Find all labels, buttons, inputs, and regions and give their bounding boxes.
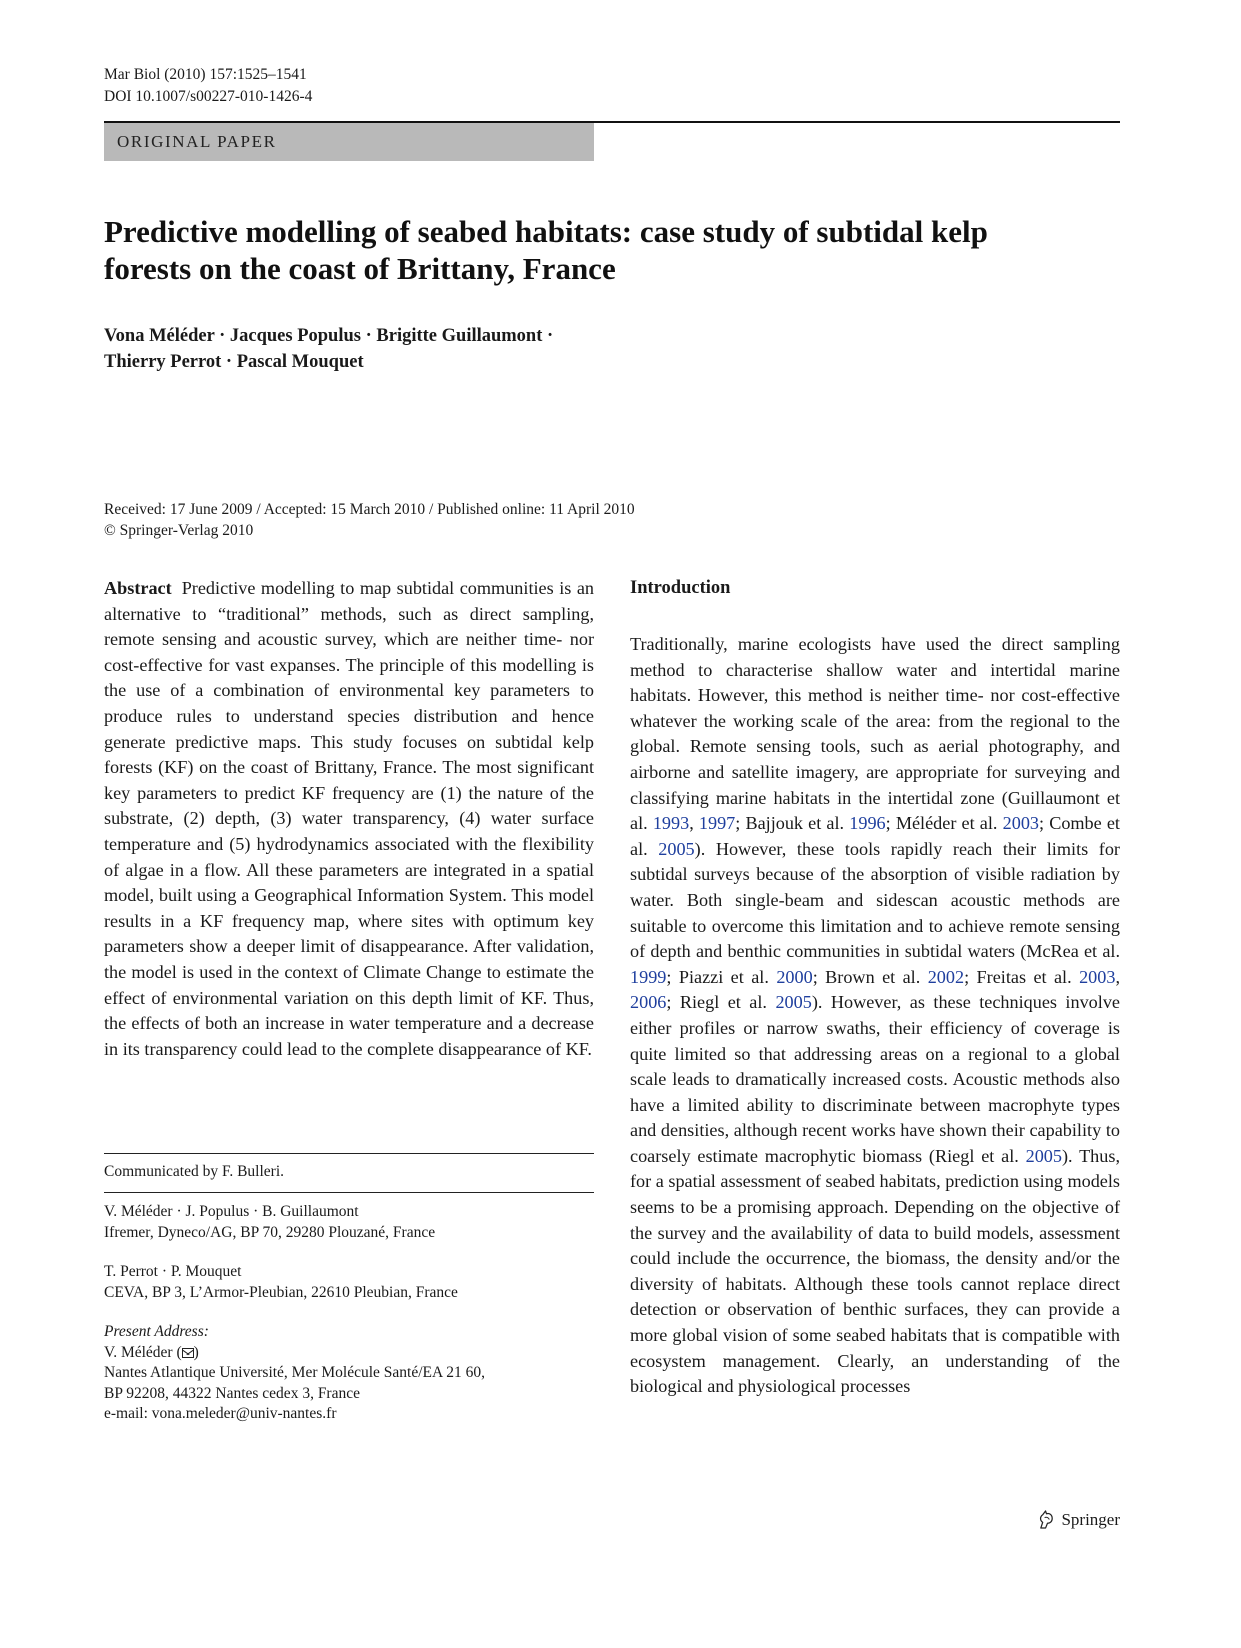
publisher-logo [1037, 1509, 1120, 1530]
envelope-icon [182, 1348, 194, 1358]
right-column [630, 576, 1120, 1400]
affiliation-2-names: T. Perrot · P. Mouquet [104, 1263, 242, 1280]
citation-link[interactable]: 2003 [1079, 966, 1116, 987]
introduction-text-run: , [689, 813, 699, 834]
introduction-text-run: ; Méléder et al. [885, 813, 1003, 834]
journal-citation: Mar Biol (2010) 157:1525–1541 [104, 66, 307, 83]
publication-dates [104, 499, 635, 541]
introduction-text [630, 632, 1120, 1400]
corresponding-author [104, 1343, 594, 1364]
article-type-banner: ORIGINAL PAPER [104, 123, 594, 161]
left-column [104, 576, 594, 1062]
affiliation-1-names: V. Méléder · J. Populus · B. Guillaumont [104, 1203, 359, 1220]
publisher-name: Springer [1061, 1509, 1120, 1529]
introduction-heading: Introduction [630, 578, 731, 598]
introduction-text-run: ; Freitas et al. [964, 966, 1080, 987]
email[interactable]: e-mail: vona.meleder@univ-nantes.fr [104, 1405, 337, 1422]
citation-link[interactable]: 1993 [652, 813, 690, 834]
author-line-2: Thierry Perrot · Pascal Mouquet [104, 352, 364, 372]
abstract-label: Abstract [104, 578, 172, 598]
citation-link[interactable]: 2003 [1002, 813, 1039, 834]
springer-horse-icon [1037, 1509, 1056, 1530]
citation-link[interactable]: 1996 [849, 813, 886, 834]
introduction-text-run: ; Combe et al. [630, 813, 1120, 859]
footnote-divider [104, 1192, 594, 1193]
author-list [104, 323, 553, 375]
citation-link[interactable]: 2005 [1025, 1145, 1062, 1166]
affiliation-1-address: Ifremer, Dyneco/AG, BP 70, 29280 Plouzané, France [104, 1223, 436, 1241]
corresponding-name-end: ) [193, 1343, 199, 1361]
citation-link[interactable]: 1999 [630, 966, 667, 987]
citation-link[interactable]: 2002 [927, 966, 965, 987]
introduction-text-run: ). However, these tools rapidly reach their limits for subtidal surveys because of the absorption of visible radiation by water. Both single-beam and sidescan acoustic methods are suitable to overcome this limitation and to achieve remote sensing of depth and benthic communities in subtidal waters (McRea et al. [630, 838, 1120, 962]
present-address-line-2: BP 92208, 44322 Nantes cedex 3, France [104, 1384, 360, 1402]
citation-link[interactable]: 2006 [630, 992, 667, 1013]
journal-info [104, 64, 312, 108]
citation-link[interactable]: 2005 [658, 838, 695, 859]
citation-link[interactable]: 2005 [775, 992, 812, 1013]
doi: DOI 10.1007/s00227-010-1426-4 [104, 88, 313, 105]
citation-link[interactable]: 2000 [776, 966, 813, 987]
abstract [104, 576, 594, 1062]
affiliation-2-address: CEVA, BP 3, L’Armor-Pleubian, 22610 Pleubian, France [104, 1283, 458, 1301]
affiliation-1 [104, 1202, 594, 1243]
corresponding-name: V. Méléder ( [104, 1343, 182, 1361]
article-title: Predictive modelling of seabed habitats: case study of subtidal kelp forests on the coast of Brittany, France [104, 214, 988, 286]
introduction-text-run: ; Bajjouk et al. [735, 813, 850, 834]
citation-link[interactable]: 1997 [698, 813, 736, 834]
introduction-text-run: ). Thus, for a spatial assessment of seabed habitats, prediction using models seems to be a promising approach. Depending on the objective of the survey and the availability of data to build models, assessment could include the occurrence, the biomass, the density and/or the diversity of habitats. Although these tools cannot replace direct detection or observation of benthic surfaces, they can provide a more global vision of some seabed habitats that is compatible with ecosystem management. Clearly, an understanding of the biological and physiological processes [630, 1145, 1120, 1397]
introduction-text-run: , [1115, 966, 1120, 987]
footnote-divider-top [104, 1153, 594, 1154]
present-address [104, 1322, 594, 1425]
introduction-text-run: ; Riegl et al. [666, 992, 776, 1013]
present-address-line-1: Nantes Atlantique Université, Mer Molécule Santé/EA 21 60, [104, 1364, 485, 1381]
introduction-text-run: ). However, as these techniques involve either profiles or narrow swaths, their efficiency of coverage is quite limited so that addressing areas on a regional to a global scale leads to dramatically increased costs. Acoustic methods also have a limited ability to discriminate between macrophyte types and densities, although recent works have shown their capability to coarsely estimate macrophytic biomass (Riegl et al. [630, 992, 1120, 1166]
present-address-label: Present Address: [104, 1323, 209, 1340]
history-dates: Received: 17 June 2009 / Accepted: 15 March 2010 / Published online: 11 April 2010 [104, 501, 635, 518]
author-line-1: Vona Méléder · Jacques Populus · Brigitte Guillaumont · [104, 326, 554, 346]
copyright: © Springer-Verlag 2010 [104, 522, 254, 539]
communicated-by: Communicated by F. Bulleri. [104, 1163, 285, 1180]
introduction-text-run: Traditionally, marine ecologists have used the direct sampling method to characterise shallow water and intertidal marine habitats. However, this method is neither time- nor cost-effective whatever the working scale of the area: from the regional to the global. Remote sensing tools, such as aerial photography, and airborne and satellite imagery, are appropriate for surveying and classifying marine habitats in the intertidal zone (Guillaumont et al. [630, 634, 1120, 834]
introduction-text-run: ; Piazzi et al. [666, 966, 777, 987]
abstract-text: Predictive modelling to map subtidal communities is an alternative to “traditional” methods, such as direct sampling, remote sensing and acoustic survey, which are neither time- nor cost-effective for vast expanses. The principle of this modelling is the use of a combination of environmental key parameters to produce rules to understand species distribution and hence generate predictive maps. This study focuses on subtidal kelp forests (KF) on the coast of Brittany, France. The most significant key parameters to predict KF frequency are (1) the nature of the substrate, (2) depth, (3) water transparency, (4) water surface temperature and (5) hydrodynamics associated with the flexibility of algae in a flow. All these parameters are integrated in a spatial model, built using a Geographical Information System. This model results in a KF frequency map, where sites with optimum key parameters show a deeper limit of disappearance. After validation, the model is used in the context of Climate Change to estimate the effect of environmental variation on this depth limit of KF. Thus, the effects of both an increase in water temperature and a decrease in its transparency could lead to the complete disappearance of KF. [104, 578, 594, 1059]
introduction-text-run: ; Brown et al. [812, 966, 928, 987]
affiliation-2 [104, 1262, 594, 1303]
